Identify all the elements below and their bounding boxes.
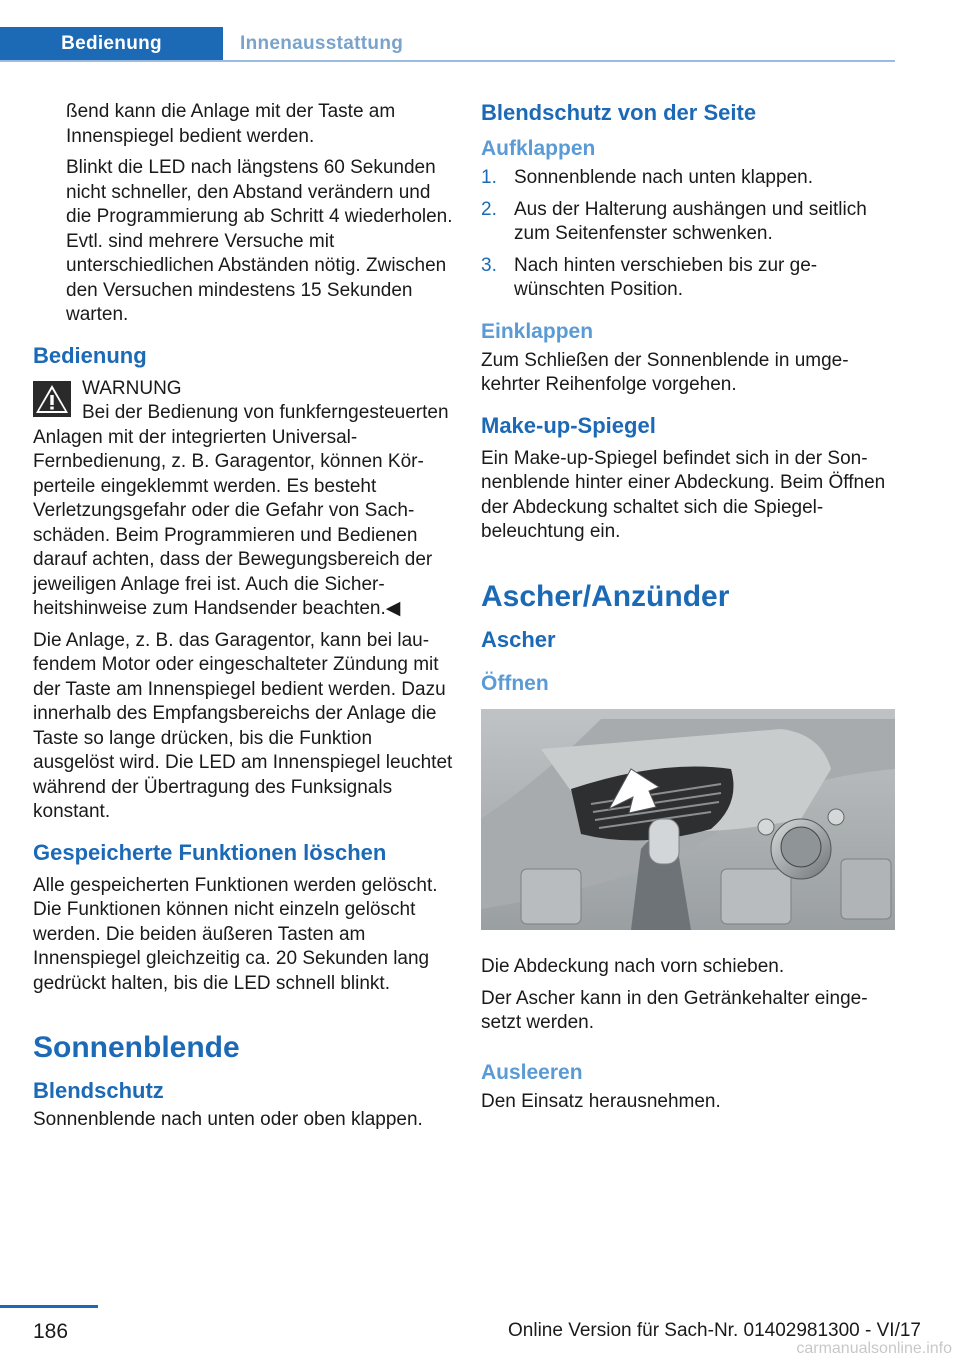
- warning-title: WARNUNG: [82, 377, 182, 399]
- loeschen-paragraph: Alle gespeicherten Funktionen werden gelöscht. Die Funktionen können nicht einzeln gelöscht werden. Die beiden äußeren Tasten am Innenspiegel gleichzeitig ca. 20 Sekunden lang gedrückt halten, bis die LED schnell blinkt.: [33, 874, 438, 994]
- aufklappen-steps: [481, 166, 895, 303]
- oeffnen-paragraph-1: Die Abdeckung nach vorn schieben.: [481, 956, 785, 977]
- step-text: Nach hinten verschieben bis zur gewünschten Position.: [514, 254, 818, 300]
- step-item: [481, 198, 895, 247]
- step-item: [481, 166, 895, 191]
- blendschutz-paragraph: Sonnenblende nach unten oder oben klappen.: [33, 1109, 423, 1130]
- footer-rule: [0, 1305, 98, 1308]
- ashtray-console-image: [481, 709, 895, 930]
- right-column: [481, 100, 895, 1121]
- heading-aufklappen: Aufklappen: [481, 137, 596, 160]
- heading-sonnenblende: Sonnenblende: [33, 1031, 240, 1064]
- left-column: [33, 100, 453, 1140]
- heading-oeffnen: Öffnen: [481, 671, 549, 695]
- warning-triangle-icon: [33, 381, 71, 417]
- heading-ascher-anzuender: Ascher/Anzünder: [481, 579, 730, 613]
- oeffnen-paragraph-2: Der Ascher kann in den Getränkehalter eingesetzt werden.: [481, 987, 868, 1033]
- page-number: 186: [33, 1320, 69, 1343]
- heading-funktionen-loeschen: Gespeicherte Funktionen löschen: [33, 839, 387, 865]
- warning-text-body: Bei der Bedienung von funkferngesteuerten Anlagen mit der integrierten Universal-Fernbedienung, z. B. Garagentor, können Körperteile eingeklemmt werden. Es besteht Verletzungsgefahr oder die Gefahr von Sachschäden. Beim Programmieren und Bedienen darauf achten, dass der Bewegungsbereich der jeweiligen Anlage frei ist. Auch die Sicherheitshinweise zum Handsender beachten.◀: [33, 402, 449, 619]
- step-text: Sonnenblende nach unten klappen.: [514, 167, 813, 188]
- heading-ascher: Ascher: [481, 626, 556, 652]
- heading-einklappen: Einklappen: [481, 319, 594, 343]
- tab-innenausstattung[interactable]: Innenausstattung: [240, 32, 404, 54]
- heading-make-up-spiegel: Make-up-Spiegel: [481, 412, 656, 438]
- step-number: 3.: [481, 254, 497, 276]
- online-version-note: Online Version für Sach-Nr. 01402981300 - VI/17: [508, 1320, 921, 1341]
- tab-bedienung[interactable]: Bedienung: [0, 27, 223, 60]
- warning-block: [33, 377, 453, 622]
- heading-ausleeren: Ausleeren: [481, 1060, 583, 1084]
- watermark: carmanualsonline.info: [796, 1340, 952, 1357]
- intro-paragraph-2: Blinkt die LED nach längstens 60 Sekunden nicht schneller, den Abstand verändern und die Programmierung ab Schritt 4 wiederholen. Evtl. sind mehrere Versuche mit unterschiedlichen Abständen nötig. Zwischen den Versuchen mindestens 15 Sekunden warten.: [66, 157, 453, 325]
- bedienung-paragraph: Die Anlage, z. B. das Garagentor, kann bei laufendem Motor oder eingeschalteter Zündung mit der Taste am Innenspiegel bedient werden. Dazu innerhalb des Empfangsbereichs der Anlage die Taste so lange drücken, bis die Funktion ausgelöst wird. Die LED am Innenspiegel leuchtet während der Übertragung des Funksignals konstant.: [33, 629, 453, 822]
- header-tabs: [0, 0, 895, 62]
- heading-blendschutz-seite: Blendschutz von der Seite: [481, 100, 757, 125]
- step-text: Aus der Halterung aushängen und seitlich zum Seitenfenster schwenken.: [514, 198, 867, 244]
- heading-blendschutz: Blendschutz: [33, 1078, 164, 1103]
- intro-paragraph-1: ßend kann die Anlage mit der Taste am Innenspiegel bedient werden.: [66, 101, 396, 147]
- ausleeren-paragraph: Den Einsatz herausnehmen.: [481, 1090, 721, 1112]
- einklappen-paragraph: Zum Schließen der Sonnenblende in umgekehrter Reihenfolge vorgehen.: [481, 349, 849, 395]
- step-number: 1.: [481, 167, 497, 188]
- header-rule: [0, 60, 895, 62]
- step-item: [481, 254, 895, 303]
- makeup-paragraph: Ein Make-up-Spiegel befindet sich in der Sonnenblende hinter einer Abdeckung. Beim Öffnen der Abdeckung schaltet sich die Spiegelbeleuchtung ein.: [481, 447, 886, 542]
- heading-bedienung: Bedienung: [33, 342, 147, 368]
- step-number: 2.: [481, 198, 497, 220]
- warning-text: [33, 401, 453, 622]
